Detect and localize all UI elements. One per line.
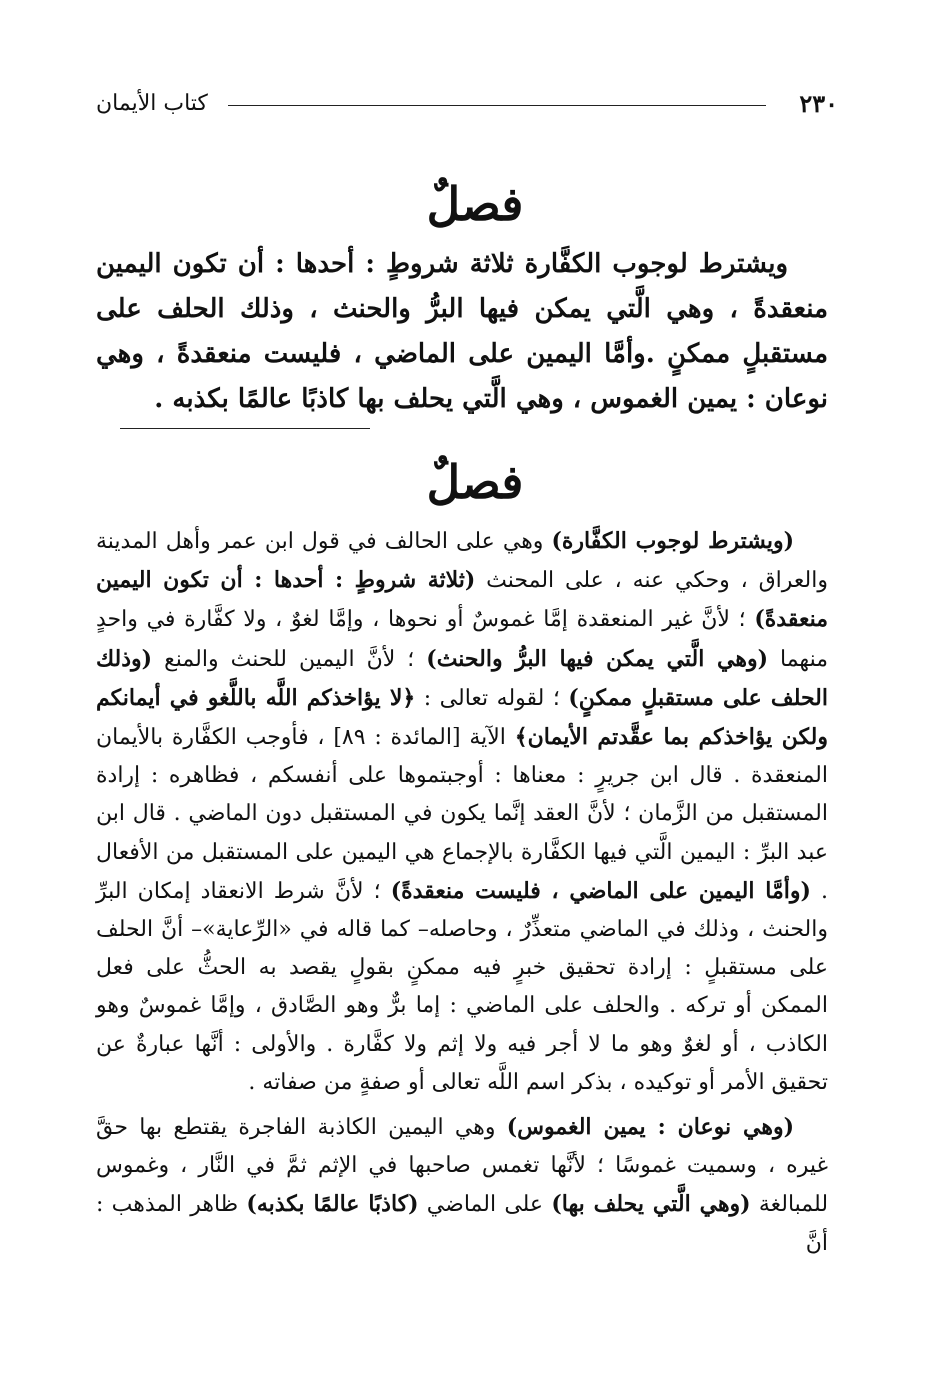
sharh-text-block <box>96 522 828 1263</box>
bold-matn-quote: (ويشترط لوجوب الكفَّارة) <box>551 528 794 554</box>
commentary-text: ؛ لأنَّ غير المنعقدة إمَّا غموسٌ أو نحوها ، وإمَّا لغوٌ ، ولا كفَّارة في واحدٍ منهما <box>96 607 828 672</box>
bold-matn-quote: (وهي نوعان : يمين الغموس) <box>506 1114 794 1141</box>
commentary-text: ؛ لأنَّ شرط الانعقاد إمكان البرِّ والحنث ، وذلك في الماضي متعذِّرٌ ، وحاصله– كما قاله في «الرِّعاية»– أنَّ الحلف على مستقبلٍ : إرادة تحقيق خبرٍ فيه ممكنٍ بقولٍ يقصد به الحثُّ على فعل الممكن أو تركه . والحلف على الماضي : إما برٌّ وهو الصَّادق ، وإمَّا غموسٌ وهو الكاذب ، أو لغوٌ وهو ما لا أجر فيه ولا إثم ولا كفَّارة . والأولى : أنَّها عبارةٌ عن تحقيق الأمر أو توكيده ، بذكر اسم اللَّه تعالى أو صفةٍ من صفاته . <box>96 878 828 1095</box>
page-number: ٢٣٠ <box>799 89 838 118</box>
bold-matn-quote: (ثلاثة شروطٍ : أحدها : أن تكون اليمين منعقدةً) <box>96 567 828 633</box>
bold-matn-quote: (وهي الَّتي يحلف بها) <box>551 1191 751 1218</box>
sharh-paragraph-1 <box>96 522 828 1102</box>
section-title-sharh: فصلٌ <box>426 455 524 509</box>
bold-matn-quote: (وذلك الحلف على مستقبلٍ ممكنٍ) <box>96 645 828 711</box>
commentary-text: ؛ لأنَّ اليمين للحنث والمنع <box>152 646 427 672</box>
bold-matn-quote: (وهي الَّتي يمكن فيها البرُّ والحنث) <box>426 645 768 672</box>
commentary-text: على الماضي <box>418 1192 552 1218</box>
commentary-text: وهي اليمين الكاذبة الفاجرة يقتطع بها حقَّ غيره ، وسميت غموسًا ؛ لأنَّها تغمس صاحبها في الإثم ثمَّ في النَّار ، وغموس للمبالغة <box>96 1115 829 1218</box>
commentary-text: الآية [المائدة : ٨٩] ، فأوجب الكفَّارة بالأيمان المنعقدة . قال ابن جريرٍ : معناها : أوجبتموها على أنفسكم ، فظاهره : إرادة المستقبل من الزَّمان ؛ لأنَّ العقد إنَّما يكون في المستقبل دون الماضي . قال ابن عبد البرِّ : اليمين الَّتي فيها الكفَّارة بالإجماع هي اليمين على المستقبل من الأفعال . <box>96 725 828 904</box>
commentary-text: ؛ لقوله تعالى : <box>415 685 569 711</box>
bold-matn-quote: (وأمَّا اليمين على الماضي ، فليست منعقدةً) <box>390 877 811 904</box>
header-rule <box>228 105 766 106</box>
matn-paragraph: ويشترط لوجوب الكفَّارة ثلاثة شروطٍ : أحدها : أن تكون اليمين منعقدةً ، وهي الَّتي يمكن فيها البرُّ والحنث ، وذلك الحلف على مستقبلٍ ممكنٍ .وأمَّا اليمين على الماضي ، فليست منعقدةً ، وهي نوعان : يمين الغموس ، وهي الَّتي يحلف بها كاذبًا عالمًا بكذبه . <box>96 249 828 414</box>
sharh-paragraph-2 <box>96 1108 828 1263</box>
book-title: كتاب الأيمان <box>96 91 208 116</box>
running-header <box>96 88 838 128</box>
commentary-text: ظاهر المذهب : أنَّ <box>96 1192 828 1256</box>
bold-matn-quote: ﴿لا يؤاخذكم اللَّه باللَّغو في أيمانكم ولكن يؤاخذكم بما عقَّدتم الأيمان﴾ <box>96 684 828 751</box>
bold-matn-quote: (كاذبًا عالمًا بكذبه) <box>246 1191 419 1218</box>
section-divider <box>120 428 370 429</box>
section-title-matn: فصلٌ <box>426 177 524 231</box>
commentary-text: وهي على الحالف في قول ابن عمر وأهل المدينة والعراق ، وحكي عنه ، على المحنث <box>96 529 828 594</box>
matn-text-block <box>96 242 828 422</box>
